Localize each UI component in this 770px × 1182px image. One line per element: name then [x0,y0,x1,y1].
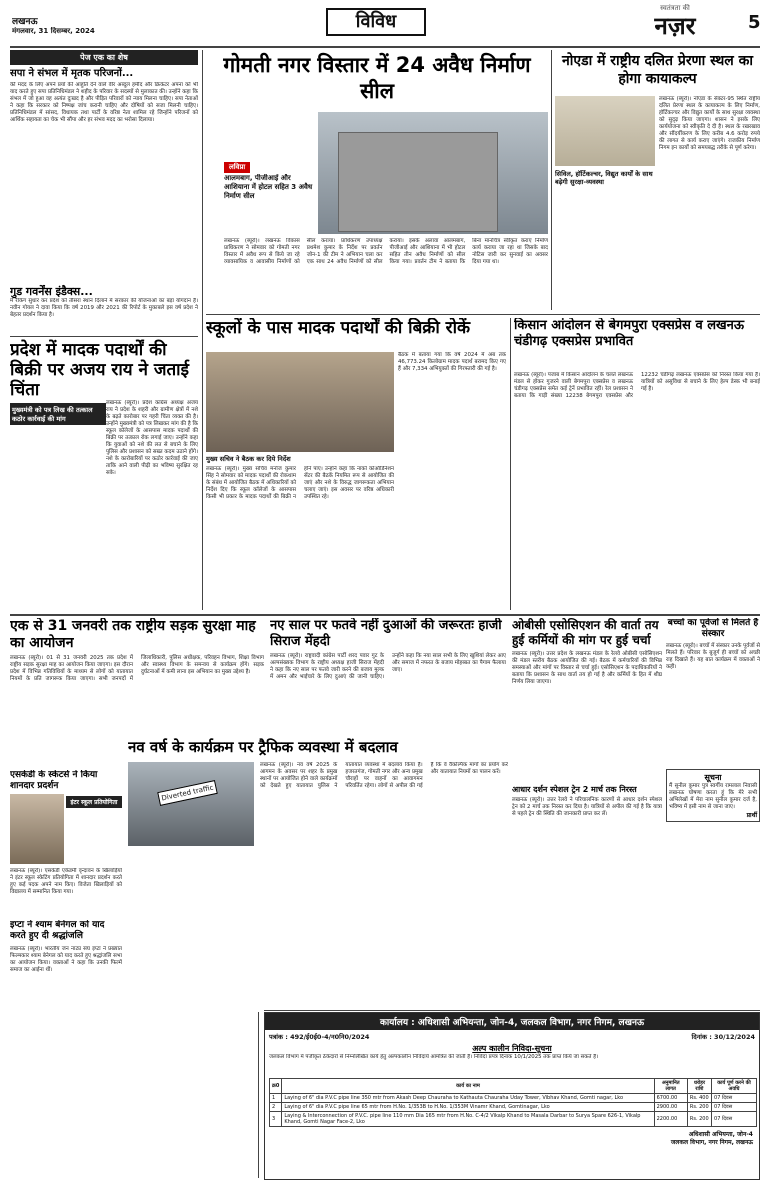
funeral-headline: बच्चों का पूर्वजों से मिलते है संस्कार [667,618,759,639]
tender-title-2: जलकल विभाग, नगर निगम, लखनऊ [520,1018,645,1028]
masthead-rule [10,46,760,48]
cell: Laying of 6" dia P.V.C pipe line 65 mtr from H.No. 1/353B to H.No. 1/353M Vinamr Khand, Gomtinagar, Lko [282,1103,654,1112]
traffic-photo [128,762,254,846]
page-number: 5 [748,12,761,33]
story1-title: सपा ने संभल में मृतक परिजनों... [10,68,134,79]
tender-sign-1: अधिशासी अभियन्ता, जोन-4 [688,1131,753,1138]
gomti-story [206,52,548,310]
col-header: कार्य पूर्ण करने की अवधि [712,1079,757,1094]
rule-h3 [264,1010,760,1011]
rule-h1 [206,314,760,315]
left-column [10,50,198,612]
obc-sub-text: लखनऊ (ब्यूरो)। उत्तर रेलवे ने परिचालनिक कारणों से आधार दर्शन स्पेशल ट्रेन को 2 मार्च तक निरस्त कर दिया है। यात्रियों से अपील की गई है कि यात्रा से पहले ट्रेन की स्थिति की जानकारी प्राप्त कर लें। [512,797,662,817]
table-row [270,1103,757,1112]
tender-table [269,1078,757,1127]
box-title: पेज एक का शेष [10,50,198,65]
masthead [0,0,770,46]
masthead-city: लखनऊ [12,17,38,27]
road-headline: एक से 31 जनवरी तक राष्ट्रीय सड़क सुरक्षा माह का आयोजन [10,618,256,651]
story2-title: गुड गवर्नेंस इंडैक्स... [10,285,93,298]
ajay-rai-headline: प्रदेश में मादक पदार्थों की बिक्री पर अजय राय ने जताई चिंता [10,340,189,400]
cell: 07 दिवस [712,1112,757,1127]
col-header: धरोहर राशि [687,1079,711,1094]
gomti-headline: गोमती नगर विस्तार में 24 अवैध निर्माण सील [223,53,531,103]
rule-v3 [510,318,511,610]
traffic-story [128,738,508,1008]
noida-text: लखनऊ (ब्यूरो)। नोएडा के सेक्टर-95 स्थित राष्ट्रीय दलित प्रेरणा स्थल के कायाकल्प के लिए निर्माण, हॉर्टिकल्चर और विद्युत कार्यों के साथ सुरक्षा व्यवस्था को सुदृढ़ किया जाएगा। शासन ने इसके लिए कार्ययोजना को स्वीकृति दे दी है। स्थल के रखरखाव और सौंदर्यीकरण के लिए करीब 4.6 करोड़ रुपये की लागत से कार्य कराए जाएंगे। राजकीय निर्माण निगम इन कार्यों को समयबद्ध तरीके से पूर्ण करेगा। [659,96,760,151]
section-title: विविध [326,8,426,36]
table-row [270,1112,757,1127]
obc-text: लखनऊ (ब्यूरो)। उत्तर प्रदेश के लखनऊ मंडल के रेलवे ओबीसी एसोसिएशन की मंडल स्तरीय बैठक आयोजित की गई। बैठक में कर्मचारियों की विभिन्न समस्याओं और मांगों पर विस्तार से चर्चा हुई। एसोसिएशन के पदाधिकारियों ने बताया कि प्रशासन के साथ वार्ता तय हो गई है और कर्मियों के हित में शीघ्र निर्णय लिया जाएगा। [512,651,662,685]
tender-heading: अल्प कालीन निविदा-सूचना [472,1044,552,1053]
school-caption: मुख्य सचिव ने बैठक कर दिये निर्देश [206,455,291,463]
gomti-sub: आलमबाग, पीजीआई और आशियाना में होटल सहित 3 अवैध निर्माण सील [224,174,313,200]
obc-headline: ओबीसी एसोसिएशन की वार्ता तय हुई कर्मियों की मांग पर हुई चर्चा [512,618,659,647]
ipta-text: लखनऊ (ब्यूरो)। भारतीय जन नाट्य संघ इप्टा ने प्रख्यात फिल्मकार श्याम बेनेगल को याद करते हुए श्रद्धांजलि सभा का आयोजन किया। वक्ताओं ने कहा कि उनकी फिल्में समाज का आईना थीं। [10,946,122,973]
cell: 2200.00 [654,1112,687,1127]
rule-v4 [258,1012,259,1178]
tender-notice [264,1012,760,1180]
gomti-text: लखनऊ (ब्यूरो)। लखनऊ विकास प्राधिकरण ने सोमवार को गोमती नगर विस्तार में अवैध रूप से किये जा रहे व्यावसायिक व आवासीय निर्माणों को सील कराया। प्राधिकरण उपाध्यक्ष प्रथमेश कुमार के निर्देश पर प्रवर्तन जोन-1 की टीम ने अभियान चला कर एक साथ 24 अवैध निर्माणों को सील कराया। इसके अलावा आलमबाग, पीजीआई और आशियाना में भी होटल सहित तीन अवैध निर्माणों को सील किया गया। प्रवर्तन टीम ने बताया कि बिना मानचित्र स्वीकृत कराए निर्माण कार्य कराया जा रहा था जिसके बाद नोटिस जारी कर सुनवाई का अवसर दिया गया था। [224,238,548,265]
skaters-badge: इंटर स्कूल प्रतियोगिता [66,796,122,808]
tender-intro: जलकल विभाग में पंजीकृत ठेकेदारों से निम्नलिखित कार्य हेतु अल्पकालीन निविदायें आमंत्रित की जाती हैं। निविदा प्रपत्र दिनांक 10/1/2025 तक प्राप्त किये जा सकते हैं। [269,1054,599,1060]
masthead-date: मंगलवार, 31 दिसम्बर, 2024 [12,27,95,35]
ajay-rai-text: लखनऊ (ब्यूरो)। प्रदेश कांग्रेस अध्यक्ष अजय राय ने प्रदेश के शहरी और ग्रामीण क्षेत्रों में नशे के बढ़ते कारोबार पर गहरी चिंता व्यक्त की है। उन्होंने मुख्यमंत्री को पत्र लिखकर मांग की है कि स्कूल कॉलेजों के आसपास मादक पदार्थों की बिक्री पर तत्काल रोक लगाई जाए। उन्होंने कहा कि युवाओं को नशे की लत से बचाने के लिए पुलिस और प्रशासन को सख्त कदम उठाने होंगे। नशे के कारोबारियों पर कठोर कार्रवाई की जाए ताकि आने वाली पीढ़ी का भविष्य सुरक्षित रह सके। [106,400,198,476]
tender-sign-2: जलकल विभाग, नगर निगम, लखनऊ [670,1139,753,1146]
cell: 2900.00 [654,1103,687,1112]
logo-main: नज़र [654,11,696,40]
cell: 07 दिवस [712,1103,757,1112]
rule-v1 [202,50,203,610]
cell: Rs. 200 [687,1112,711,1127]
table-row [270,1094,757,1103]
kisan-headline: किसान आंदोलन से बेगमपुरा एक्सप्रेस व लखनऊ चंडीगढ़ एक्सप्रेस प्रभावित [514,318,745,349]
notice-title: सूचना [704,773,722,782]
cell: Rs. 200 [687,1103,711,1112]
rule-v2 [551,50,552,310]
ipta-headline: इप्टा ने श्याम बेनेगल को याद करते हुए दी श्रद्धांजलि [10,920,105,941]
funeral-text: लखनऊ (ब्यूरो)। बच्चों में संस्कार उनके पूर्वजों से मिलते हैं। परिवार के बुजुर्ग ही बच्चों को अच्छी राह दिखाते हैं। यह बात कार्यक्रम में वक्ताओं ने कही। [666,643,760,670]
cell: 1 [270,1094,282,1103]
rule-h2 [10,614,760,616]
tender-date: दिनांक : 30/12/2024 [691,1033,755,1041]
obc-sub: आधार दर्शन स्पेशल ट्रेन 2 मार्च तक निरस्त [512,785,637,794]
traffic-headline: नव वर्ष के कार्यक्रम पर ट्रैफिक व्यवस्था में बदलाव [128,738,398,756]
tender-ref: पत्रांक : 492/ई0ई0-4/न0नि0/2024 [269,1033,370,1041]
cell: Laying & Interconnection of P.V.C. pipe line 110 mm Dia 165 mtr from H.No. C-4/2 Vikalp Khand to Masala Darbar to Surya Spare 626-1, Vikalp Khand, Gomti Nagar Face-2, Lko [282,1112,654,1127]
ajay-rai-sub: मुख्यमंत्री को पत्र लिख की तत्काल कठोर कार्रवाई की मांग [10,403,106,425]
cell: 2 [270,1103,282,1112]
logo-top: स्वतंत्रता की [660,4,690,12]
school-story [206,318,506,612]
kisan-story [514,318,760,612]
cell: Laying of 6" dia P.V.C pipe line 350 mtr from Akash Deep Chauraha to Kathauta Chauraha Uday Tower, Vibhav Khand, Gomti nagar, Lko [282,1094,654,1103]
skaters-photo [10,794,64,864]
tender-title [265,1013,759,1030]
cell: 6700.00 [654,1094,687,1103]
school-stats: बैठक में बताया गया कि वर्ष 2024 में अब तक 46,773.24 किलोग्राम मादक पदार्थ बरामद किए गए हैं और 7,334 अभियुक्तों की गिरफ्तारी की गई है। [398,352,506,372]
kisan-text: लखनऊ (ब्यूरो)। पंजाब में किसान आंदोलन के चलते लखनऊ मंडल से होकर गुजरने वाली बेगमपुरा एक्सप्रेस व लखनऊ चंडीगढ़ एक्सप्रेस समेत कई ट्रेनें प्रभावित रहीं। रेल प्रशासन ने बताया कि गाड़ी संख्या 12238 बेगमपुरा एक्सप्रेस और 12232 चंडीगढ़ लखनऊ एक्सप्रेस को निरस्त किया गया है। यात्रियों को असुविधा से बचाने के लिए हेल्प डेस्क भी बनाई गई है। [514,372,760,399]
col-header: अनुमानित लागत [654,1079,687,1094]
cell: 3 [270,1112,282,1127]
fatwa-headline: नए साल पर फतवे नहीं दुआओं की जरूरतः हाजी सिराज मेंहदी [270,618,502,649]
logo [612,4,738,40]
noida-sub: सिविल, हॉर्टिकल्चर, विद्युत कार्यों के साथ बढ़ेगी सुरक्षा-व्यवस्था [555,170,653,186]
noida-story [555,52,760,310]
noida-photo [555,96,655,166]
gomti-tag: लविप्रा [224,162,250,173]
cell: 07 दिवस [712,1094,757,1103]
road-text: लखनऊ (ब्यूरो)। 01 से 31 जनवरी 2025 तक प्रदेश में राष्ट्रीय सड़क सुरक्षा माह का आयोजन किया जाएगा। इस दौरान प्रदेश में विभिन्न गतिविधियों के माध्यम से लोगों को यातायात नियमों के प्रति जागरूक किया जाएगा। सभी जनपदों में जिलाधिकारी, पुलिस अधीक्षक, परिवहन विभाग, शिक्षा विभाग और स्वास्थ्य विभाग के समन्वय से कार्यक्रम होंगे। सड़क दुर्घटनाओं में कमी लाना इस अभियान का मुख्य उद्देश्य है। [10,655,264,682]
skaters-headline: एसकेडी के स्केटर्स ने किया शानदार प्रदर्शन [10,770,98,791]
notice-box [666,769,760,822]
building-photo [318,112,548,234]
obc-story [512,618,662,1008]
notice-text: मैं सुनील कुमार पुत्र स्वर्गीय रामलाल निवासी लखनऊ घोषणा करता हूं कि मेरे सभी अभिलेखों में मेरा नाम सुनील कुमार दर्ज है, भविष्य में इसी नाम से जाना जाए। [669,783,757,810]
traffic-text: लखनऊ (ब्यूरो)। नव वर्ष 2025 के आगमन के अवसर पर शहर के प्रमुख स्थानों पर आयोजित होने वाले कार्यक्रमों को देखते हुए यातायात पुलिस ने यातायात व्यवस्था में बदलाव किया है। हजरतगंज, गोमती नगर और अन्य प्रमुख चौराहों पर वाहनों का आवागमन परिवर्तित रहेगा। लोगों से अपील की गई है कि वे वैकल्पिक मार्गों का प्रयोग करें और यातायात नियमों का पालन करें। [260,762,508,789]
col-header: कार्य का नाम [282,1079,654,1094]
tender-title-1: कार्यालय : अधिशासी अभियन्ता, जोन-4, [379,1018,518,1028]
fatwa-story [270,618,506,734]
meeting-photo [206,352,394,452]
skaters-story [10,770,122,1008]
fatwa-text: लखनऊ (ब्यूरो)। राष्ट्रवादी कांग्रेस पार्टी शरद पवार गुट के अल्पसंख्यक विभाग के राष्ट्रीय अध्यक्ष हाजी सिराज मेंहदी ने कहा कि नए साल पर फतवे जारी करने की बजाय मुल्क में अमन और भाईचारे के लिए दुआएं की जानी चाहिए। उन्होंने कहा कि नया साल सभी के लिए खुशियां लेकर आए और समाज में नफरत के बजाय मोहब्बत का पैगाम फैलाया जाए। [270,653,506,680]
notice-signer: प्रार्थी [746,812,757,819]
noida-headline: नोएडा में राष्ट्रीय दलित प्रेरणा स्थल का होगा कायाकल्प [561,53,754,87]
cell: Rs. 400 [687,1094,711,1103]
school-headline: स्कूलों के पास मादक पदार्थों की बिक्री रोकें [206,318,471,338]
funeral-story [666,618,760,848]
story1-text: की मदद के लिए अपने प्रयों की आहुति देने वाले वीर अब्दुल हमीद और क्रिकेटर अपना को भी याद करते हुए सपा प्रतिनिधिमंडल ने शहीद के परिवार के सदस्यों से मुलाकात की। उन्होंने कहा कि संभल में जो हुआ वह अत्यंत दुःखद है और पीड़ित परिवारों को न्याय मिलना चाहिए। सपा नेताओं ने कहा कि सरकार को निष्पक्ष जांच करानी चाहिए और दोषियों को सजा मिलनी चाहिए। प्रतिनिधिमंडल में सांसद, विधायक तथा पार्टी के वरिष्ठ नेता शामिल रहे जिन्होंने परिजनों को आर्थिक सहायता का चेक भी सौंपा और हर संभव मदद का भरोसा दिलाया। [10,82,198,123]
diverted-sign: Diverted traffic [157,780,218,806]
school-text: लखनऊ (ब्यूरो)। मुख्य सचिव मनोज कुमार सिंह ने सोमवार को मादक पदार्थों की रोकथाम के संबंध में आयोजित बैठक में अधिकारियों को निर्देश दिए कि स्कूल कॉलेजों के आसपास किसी भी प्रकार के मादक पदार्थों की बिक्री न होने पाए। उन्होंने कहा कि नार्को कोऑर्डिनेशन सेंटर की बैठकें नियमित रूप से आयोजित की जाएं और नशे के विरुद्ध जागरूकता अभियान चलाए जाएं। इस अवसर पर वरिष्ठ अधिकारी उपस्थित रहे। [206,466,394,500]
skaters-text: लखनऊ (ब्यूरो)। एसकेडी एकेडमी वृन्दावन के खिलाड़ियों ने इंटर स्कूल स्केटिंग प्रतियोगिता में शानदार प्रदर्शन करते हुए कई पदक अपने नाम किए। विजेता खिलाड़ियों को विद्यालय में सम्मानित किया गया। [10,868,122,895]
story2-text: में रैंकिंग सुधार कर प्रदेश को तीसरा स्थान दिलाने में सरकार की योजनाओं का बड़ा योगदान है। नवीन गोयल ने दावा किया कि वर्ष 2019 और 2021 की रिपोर्ट के मुकाबले इस वर्ष प्रदेश ने बेहतर प्रदर्शन किया है। [10,298,198,318]
col-header: क्र0 [270,1079,282,1094]
